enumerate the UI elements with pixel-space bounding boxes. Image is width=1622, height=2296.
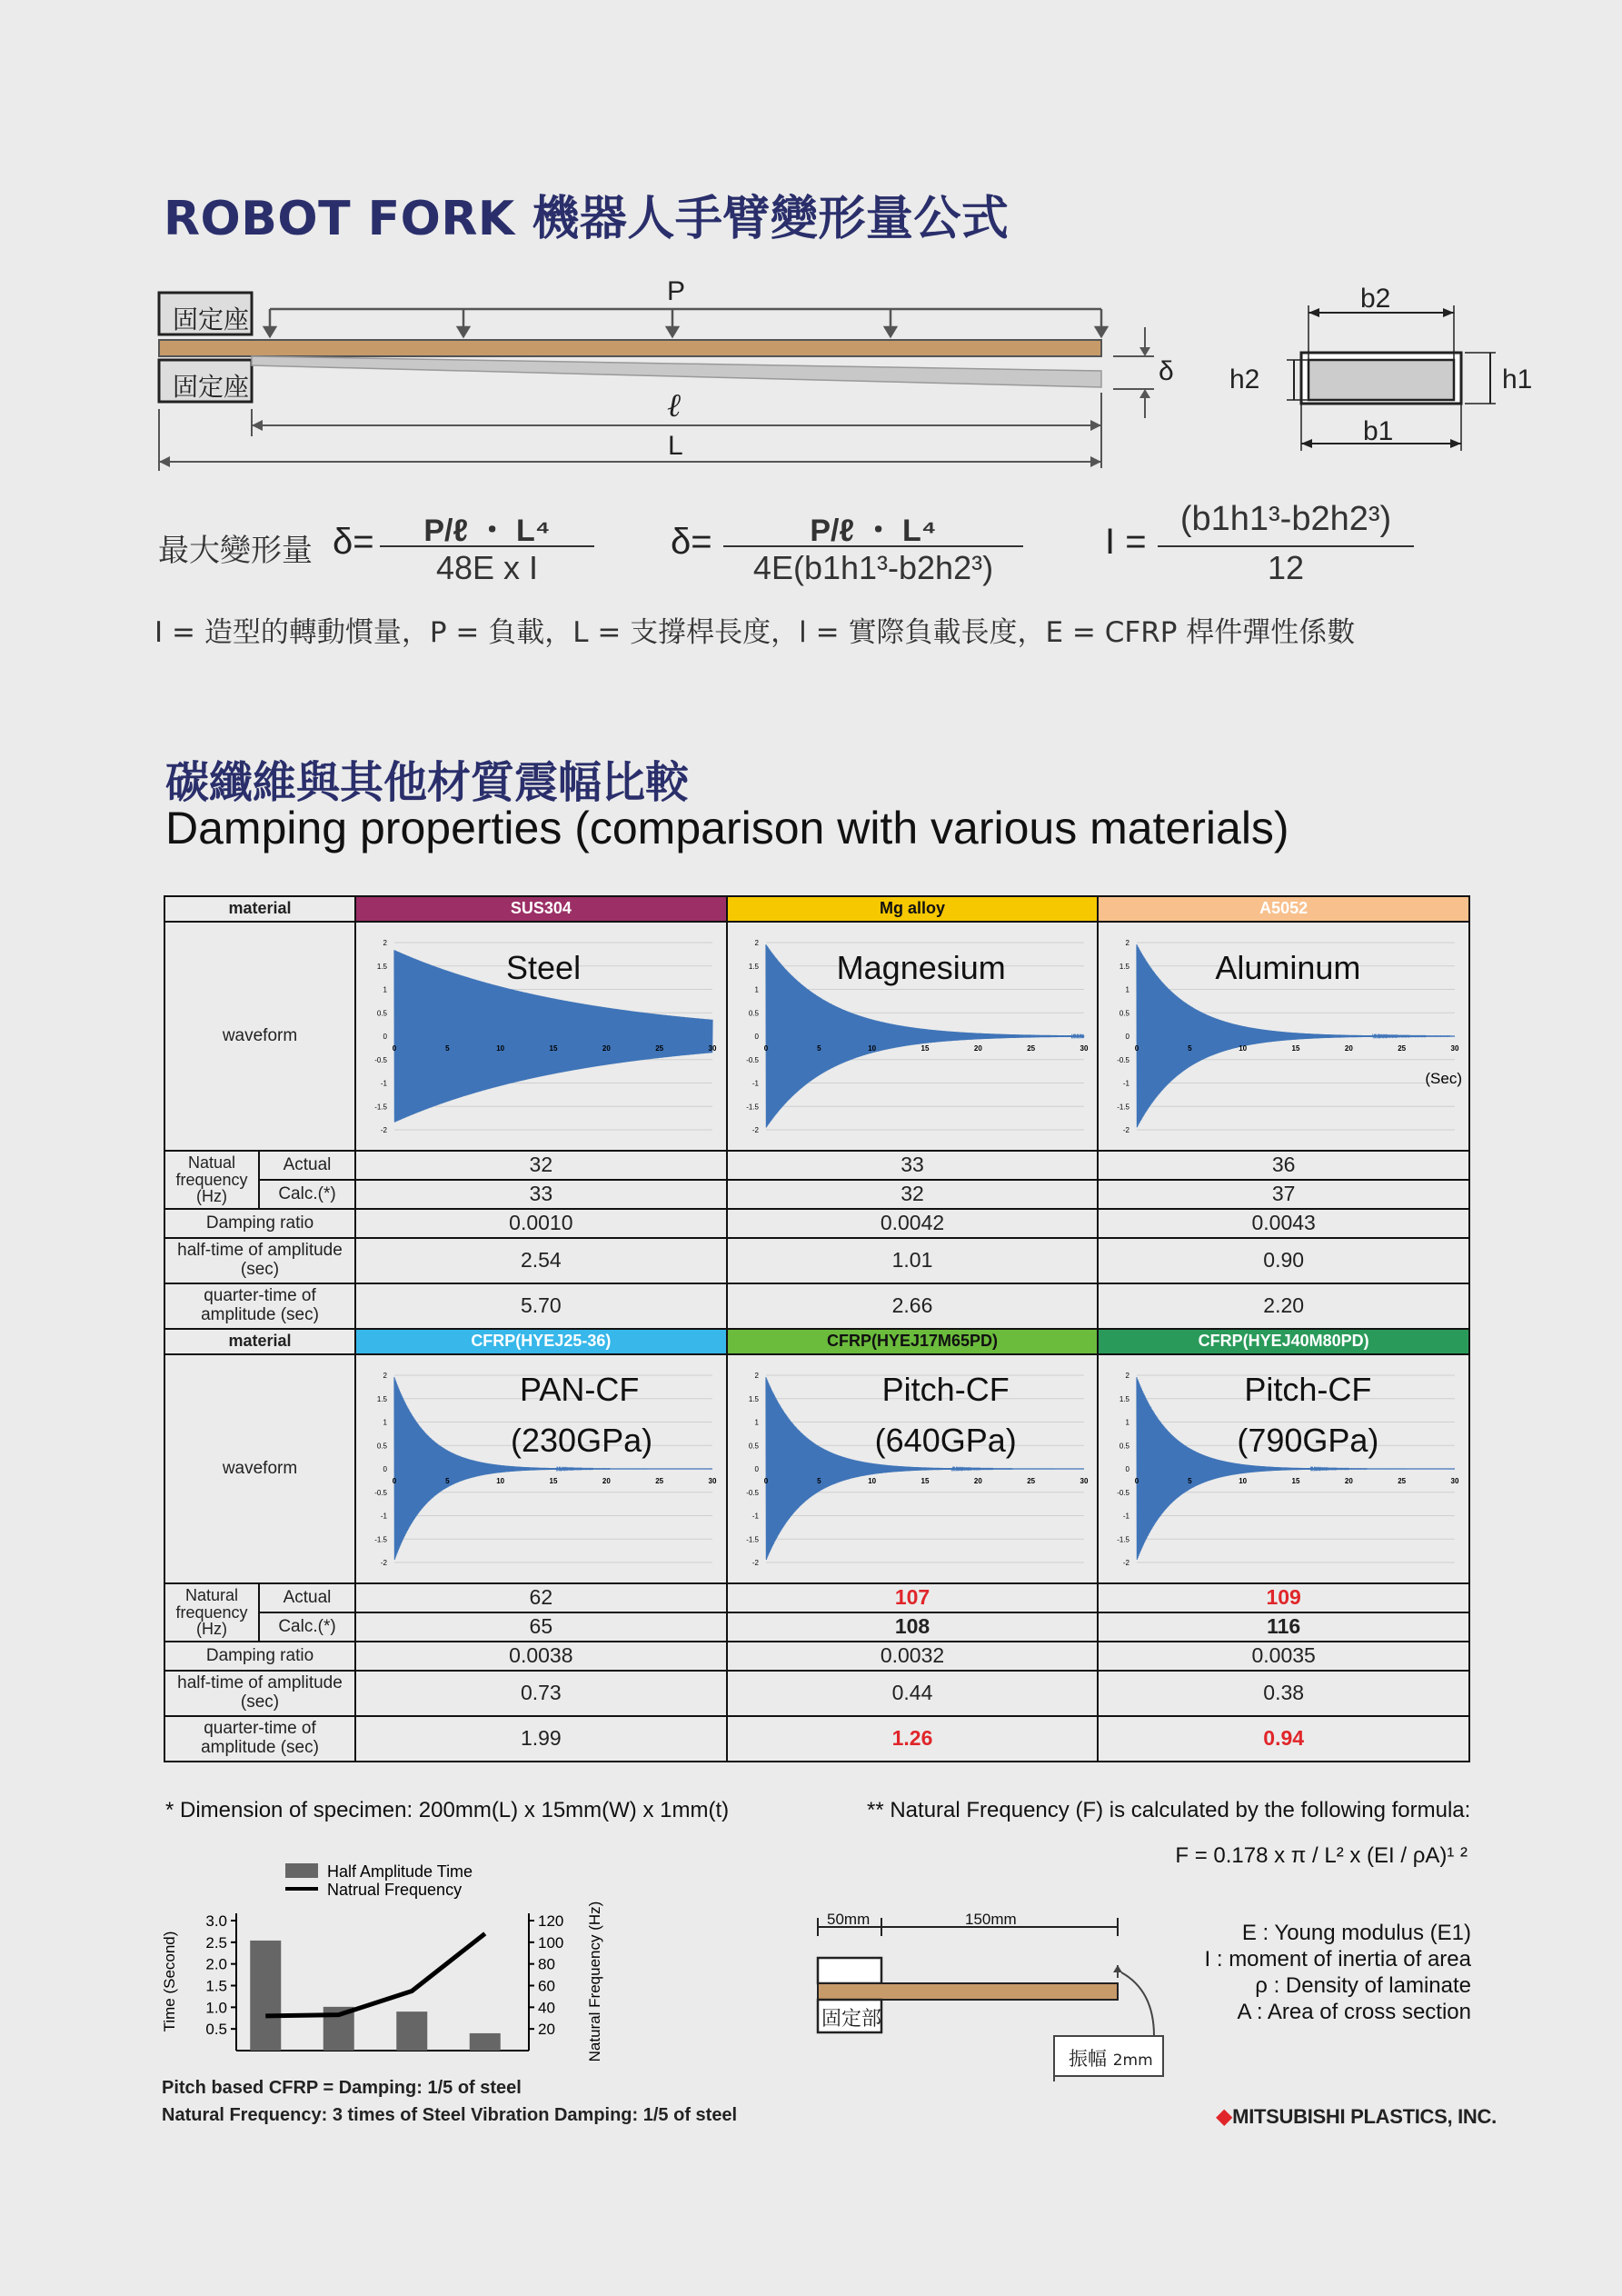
freq-formula-intro: ** Natural Frequency (F) is calculated by the following formula:: [867, 1798, 1471, 1822]
formula2-num: P/ℓ ・ L⁴: [810, 514, 937, 548]
quarter-time-label: quarter-time of amplitude (sec): [164, 1716, 355, 1762]
x-tick-label: 10: [496, 1044, 505, 1053]
natural-frequency-label: Natural frequency (Hz): [164, 1583, 259, 1642]
y-tick-label: 0: [1125, 1033, 1130, 1041]
actual-value: 32: [355, 1151, 727, 1180]
waveform-cell: [727, 922, 1099, 1151]
material-row: [164, 896, 1469, 922]
left-tick-label: 2.0: [205, 1955, 227, 1973]
x-tick-label: 30: [708, 1477, 717, 1485]
x-tick-label: 20: [973, 1477, 982, 1485]
y-tick-label: -1.5: [1117, 1103, 1130, 1112]
amplitude-value: 2mm: [1112, 2051, 1153, 2070]
waveform-cell: [355, 1354, 727, 1583]
damping-row: [164, 1209, 1469, 1238]
right-tick-label: 40: [538, 1999, 555, 2017]
y-tick-label: 0.5: [748, 1442, 759, 1451]
left-tick-label: 1.0: [205, 1999, 227, 2017]
y-tick-label: -2: [380, 1126, 388, 1134]
material-label: material: [164, 896, 355, 922]
left-tick-label: 1.5: [205, 1977, 227, 1995]
y-tick-label: 1.5: [376, 1394, 388, 1403]
definition-item: I : moment of inertia of area: [1204, 1947, 1471, 1972]
section-title-en: Damping properties (comparison with various materials): [165, 803, 1289, 854]
waveform-cell: [727, 1354, 1099, 1583]
material-name: CFRP(HYEJ17M65PD): [727, 1329, 1099, 1354]
formula1-den: 48E x I: [435, 549, 539, 586]
amplitude-text: 振幅: [1069, 2048, 1107, 2070]
material-name: CFRP(HYEJ25-36): [355, 1329, 727, 1354]
calc-row: [164, 1180, 1469, 1209]
table-body: [164, 896, 1469, 1762]
formula1-lhs: δ=: [333, 522, 374, 562]
y-tick-label: 1: [383, 1418, 388, 1427]
x-tick-label: 5: [1188, 1477, 1192, 1485]
y-tick-label: 2: [754, 939, 759, 947]
y-tick-label: -2: [1123, 1126, 1130, 1134]
material-name: SUS304: [355, 896, 727, 922]
load-label: P: [667, 276, 686, 306]
x-tick-label: 0: [1135, 1044, 1139, 1053]
damping-value: 0.0043: [1098, 1209, 1469, 1238]
waveform-row: [164, 1354, 1469, 1583]
x-tick-label: 0: [392, 1044, 397, 1053]
y-tick-label: 2: [1125, 939, 1130, 947]
calc-label: Calc.(*): [259, 1180, 355, 1209]
material-name: CFRP(HYEJ40M80PD): [1098, 1329, 1469, 1354]
actual-label: Actual: [259, 1583, 355, 1612]
material-label: material: [164, 1329, 355, 1354]
quarter-time-label: quarter-time of amplitude (sec): [164, 1283, 355, 1329]
y-tick-label: 2: [383, 939, 388, 947]
x-tick-label: 25: [655, 1477, 664, 1485]
half-time-label: half-time of amplitude (sec): [164, 1238, 355, 1283]
formula2-den: 4E(b1h1³-b2h2³): [752, 549, 994, 586]
amplitude-label: [1069, 2044, 1153, 2071]
legend-line-label: Natrual Frequency: [327, 1881, 463, 1899]
wave-title: PAN-CF: [520, 1371, 640, 1408]
x-tick-label: 15: [549, 1477, 558, 1485]
quarter-time-row: [164, 1283, 1469, 1329]
y-tick-label: 1: [383, 985, 388, 994]
wave-subtitle: (790GPa): [1237, 1422, 1379, 1459]
length-small-label: ℓ: [667, 387, 681, 424]
y-tick-label: 0.5: [1119, 1009, 1130, 1018]
y-tick-label: 1.5: [1119, 1394, 1130, 1403]
mini-bars: [250, 1941, 501, 2051]
material-name: Mg alloy: [727, 896, 1099, 922]
actual-value: 33: [727, 1151, 1099, 1180]
freq-formula: F = 0.178 x π / L² x (EI / ρA)¹ ²: [1175, 1843, 1468, 1868]
y-tick-label: -1.5: [374, 1535, 388, 1544]
half-time-value: 1.01: [727, 1238, 1099, 1283]
material-name: A5052: [1098, 896, 1469, 922]
left-tick-label: 2.5: [205, 1933, 227, 1952]
x-tick-label: 20: [602, 1477, 611, 1485]
x-tick-label: 30: [1080, 1477, 1089, 1485]
x-tick-label: 5: [445, 1044, 450, 1053]
y-tick-label: -1.5: [374, 1103, 388, 1112]
definitions-list: [1205, 1920, 1471, 2025]
y-tick-label: -1: [751, 1079, 759, 1088]
section-title-cn: 碳纖維與其他材質震幅比較: [165, 757, 690, 808]
definition-item: E : Young modulus (E1): [1241, 1921, 1471, 1945]
wave-subtitle: (640GPa): [874, 1422, 1017, 1459]
damping-value: 0.0038: [355, 1642, 727, 1671]
y-tick-label: 0.5: [376, 1009, 388, 1018]
x-tick-label: 10: [1239, 1044, 1248, 1053]
definition-item: A : Area of cross section: [1237, 2000, 1471, 2024]
y-tick-label: 1.5: [1119, 962, 1130, 971]
half-time-value: 0.44: [727, 1671, 1099, 1716]
y-tick-label: -0.5: [1117, 1488, 1130, 1497]
left-tick-label: 0.5: [205, 2021, 227, 2039]
x-tick-label: 25: [1026, 1044, 1035, 1053]
section-b2: b2: [1360, 284, 1391, 314]
dim-150mm: 150mm: [965, 1911, 1017, 1928]
beam-diagram: [145, 273, 1508, 482]
formula2-bar: [723, 545, 1023, 547]
waveform-label: waveform: [164, 1354, 355, 1583]
right-tick-label: 100: [538, 1933, 564, 1952]
x-tick-label: 5: [1188, 1044, 1192, 1053]
calc-row: [164, 1612, 1469, 1642]
definition-item: ρ : Density of laminate: [1255, 1973, 1471, 1998]
quarter-time-value: 1.26: [727, 1716, 1099, 1762]
mini-chart: [154, 1854, 663, 2072]
quarter-time-value: 1.99: [355, 1716, 727, 1762]
actual-label: Actual: [259, 1151, 355, 1180]
actual-value: 62: [355, 1583, 727, 1612]
pitch-note-1: Pitch based CFRP = Damping: 1/5 of steel: [162, 2078, 522, 2098]
y-tick-label: -1: [380, 1079, 388, 1088]
damping-value: 0.0035: [1098, 1642, 1469, 1671]
wave-title: Steel: [506, 949, 582, 986]
x-tick-label: 30: [1080, 1044, 1089, 1053]
y-tick-label: 0: [1125, 1465, 1130, 1473]
right-tick-label: 20: [538, 2021, 555, 2039]
x-tick-label: 25: [1398, 1477, 1407, 1485]
right-tick-label: 80: [538, 1955, 555, 1973]
right-tick-label: 60: [538, 1977, 555, 1995]
x-tick-label: 20: [1345, 1044, 1354, 1053]
x-tick-label: 5: [816, 1044, 821, 1053]
y-tick-label: -0.5: [745, 1055, 759, 1064]
damping-value: 0.0042: [727, 1209, 1099, 1238]
x-tick-label: 15: [920, 1477, 930, 1485]
x-tick-label: 10: [867, 1044, 876, 1053]
y-tick-label: 0.5: [748, 1009, 759, 1018]
x-tick-label: 10: [867, 1477, 876, 1485]
y-left-label: Time (Second): [161, 1931, 178, 2032]
y-tick-label: 1.5: [376, 962, 388, 971]
x-tick-label: 20: [1345, 1477, 1354, 1485]
wave-title: Pitch-CF: [1244, 1371, 1372, 1408]
page-title: ROBOT FORK 機器人手臂變形量公式: [164, 192, 1010, 246]
calc-value: 33: [355, 1180, 727, 1209]
waveform-cell: [355, 922, 727, 1151]
half-time-row: [164, 1671, 1469, 1716]
waveform-cell: [1098, 1354, 1469, 1583]
y-tick-label: -1: [1123, 1079, 1130, 1088]
damping-label: Damping ratio: [164, 1642, 355, 1671]
brand-logo: [1216, 2103, 1497, 2130]
x-tick-label: 0: [763, 1044, 768, 1053]
y-tick-label: 1.5: [748, 962, 759, 971]
y-tick-label: -2: [751, 1126, 759, 1134]
actual-value: 107: [727, 1583, 1099, 1612]
quarter-time-value: 2.66: [727, 1283, 1099, 1329]
x-tick-label: 0: [1135, 1477, 1139, 1485]
natural-frequency-label: Natual frequency (Hz): [164, 1151, 259, 1209]
x-tick-label: 20: [602, 1044, 611, 1053]
wave-title: Aluminum: [1215, 949, 1361, 986]
quarter-time-row: [164, 1716, 1469, 1762]
y-tick-label: 0: [754, 1465, 759, 1473]
section-h1: h1: [1502, 364, 1533, 394]
dim-50mm: 50mm: [827, 1911, 871, 1928]
y-right-label: Natural Frequency (Hz): [586, 1901, 603, 2062]
max-deflection-label: 最大變形量: [158, 533, 313, 569]
dimension-note: * Dimension of specimen: 200mm(L) x 15mm(W) x 1mm(t): [165, 1798, 730, 1822]
x-tick-label: 15: [549, 1044, 558, 1053]
calc-value: 116: [1098, 1612, 1469, 1642]
delta-label: δ: [1159, 356, 1174, 386]
half-amplitude-bar: [396, 2011, 427, 2051]
y-tick-label: 1.5: [748, 1394, 759, 1403]
section-b1: b1: [1363, 416, 1394, 446]
legend-bar-label: Half Amplitude Time: [327, 1862, 473, 1881]
damping-value: 0.0010: [355, 1209, 727, 1238]
damping-row: [164, 1642, 1469, 1671]
x-tick-label: 10: [496, 1477, 505, 1485]
calc-value: 65: [355, 1612, 727, 1642]
waveform-cell: [1098, 922, 1469, 1151]
x-tick-label: 25: [1398, 1044, 1407, 1053]
y-tick-label: 2: [383, 1372, 388, 1380]
x-tick-label: 15: [920, 1044, 930, 1053]
y-tick-label: 2: [754, 1372, 759, 1380]
formula1-num: P/ℓ ・ L⁴: [423, 514, 551, 548]
half-time-row: [164, 1238, 1469, 1283]
formula1-bar: [380, 545, 594, 547]
x-tick-label: 15: [1291, 1477, 1300, 1485]
y-tick-label: -1.5: [1117, 1535, 1130, 1544]
x-tick-label: 0: [392, 1477, 397, 1485]
y-tick-label: -2: [751, 1559, 759, 1567]
left-tick-label: 3.0: [205, 1912, 227, 1930]
formula3-num: (b1h1³-b2h2³): [1179, 500, 1392, 538]
length-label: L: [668, 431, 683, 461]
y-tick-label: -0.5: [374, 1488, 388, 1497]
half-time-value: 0.73: [355, 1671, 727, 1716]
brand-diamonds-icon: ◆: [1216, 2104, 1233, 2129]
formula2-lhs: δ=: [671, 522, 712, 562]
damping-table: [164, 895, 1470, 1762]
y-tick-label: -0.5: [745, 1488, 759, 1497]
y-tick-label: -2: [380, 1559, 388, 1567]
half-time-value: 0.38: [1098, 1671, 1469, 1716]
waveform-row: [164, 922, 1469, 1151]
pitch-note-2: Natural Frequency: 3 times of Steel Vibration Damping: 1/5 of steel: [162, 2105, 738, 2125]
y-tick-label: -1: [380, 1512, 388, 1521]
x-tick-label: 30: [708, 1044, 717, 1053]
y-tick-label: 1: [754, 1418, 759, 1427]
x-tick-label: 25: [655, 1044, 664, 1053]
y-tick-label: -2: [1123, 1559, 1130, 1567]
x-tick-label: 10: [1239, 1477, 1248, 1485]
actual-value: 36: [1098, 1151, 1469, 1180]
half-time-label: half-time of amplitude (sec): [164, 1671, 355, 1716]
y-tick-label: 0: [383, 1465, 388, 1473]
x-tick-label: 5: [816, 1477, 821, 1485]
brand-name: MITSUBISHI PLASTICS, INC.: [1232, 2105, 1497, 2128]
y-tick-label: -0.5: [1117, 1055, 1130, 1064]
quarter-time-value: 5.70: [355, 1283, 727, 1329]
formula3-den: 12: [1267, 549, 1305, 586]
quarter-time-value: 2.20: [1098, 1283, 1469, 1329]
sec-unit-label: (Sec): [1425, 1070, 1463, 1087]
right-tick-label: 120: [538, 1912, 564, 1930]
y-tick-label: 1: [1125, 985, 1130, 994]
y-tick-label: -1.5: [745, 1535, 759, 1544]
actual-value: 109: [1098, 1583, 1469, 1612]
x-tick-label: 30: [1450, 1044, 1459, 1053]
half-amplitude-bar: [470, 2033, 501, 2051]
y-tick-label: 0: [383, 1033, 388, 1041]
y-tick-label: 0.5: [376, 1442, 388, 1451]
y-tick-label: 2: [1125, 1372, 1130, 1380]
formula3-lhs: I =: [1105, 522, 1147, 562]
calc-value: 37: [1098, 1180, 1469, 1209]
y-tick-label: -1: [751, 1512, 759, 1521]
section-h2: h2: [1229, 364, 1260, 394]
wave-title: Magnesium: [836, 949, 1006, 986]
fixed-label-bottom: 固定座: [173, 372, 250, 402]
x-tick-label: 25: [1026, 1477, 1035, 1485]
actual-row: [164, 1151, 1469, 1180]
freq-line: [265, 1933, 485, 2016]
legend-bar-swatch: [285, 1863, 318, 1878]
x-tick-label: 0: [763, 1477, 768, 1485]
x-tick-label: 30: [1450, 1477, 1459, 1485]
fixed-label-top: 固定座: [173, 304, 250, 334]
y-tick-label: -1.5: [745, 1103, 759, 1112]
y-tick-label: -1: [1123, 1512, 1130, 1521]
x-tick-label: 5: [445, 1477, 450, 1485]
actual-row: [164, 1583, 1469, 1612]
damping-value: 0.0032: [727, 1642, 1099, 1671]
fixed-part-label: 固定部: [821, 2008, 882, 2031]
calc-label: Calc.(*): [259, 1612, 355, 1642]
x-tick-label: 15: [1291, 1044, 1300, 1053]
damping-label: Damping ratio: [164, 1209, 355, 1238]
y-tick-label: 0: [754, 1033, 759, 1041]
y-tick-label: 1: [1125, 1418, 1130, 1427]
wave-subtitle: (230GPa): [511, 1422, 653, 1459]
quarter-time-value: 0.94: [1098, 1716, 1469, 1762]
calc-value: 32: [727, 1180, 1099, 1209]
y-tick-label: 1: [754, 985, 759, 994]
half-amplitude-bar: [250, 1941, 281, 2051]
y-tick-label: -0.5: [374, 1055, 388, 1064]
material-row: [164, 1329, 1469, 1354]
wave-title: Pitch-CF: [881, 1371, 1010, 1408]
x-tick-label: 20: [973, 1044, 982, 1053]
formula3-bar: [1158, 545, 1414, 547]
half-time-value: 0.90: [1098, 1238, 1469, 1283]
formula-legend: I = 造型的轉動慣量，P = 負載，L = 支撐桿長度，l = 實際負載長度，E = CFRP 桿件彈性係數: [154, 616, 1356, 649]
waveform-label: waveform: [164, 922, 355, 1151]
y-tick-label: 0.5: [1119, 1442, 1130, 1451]
calc-value: 108: [727, 1612, 1099, 1642]
half-time-value: 2.54: [355, 1238, 727, 1283]
